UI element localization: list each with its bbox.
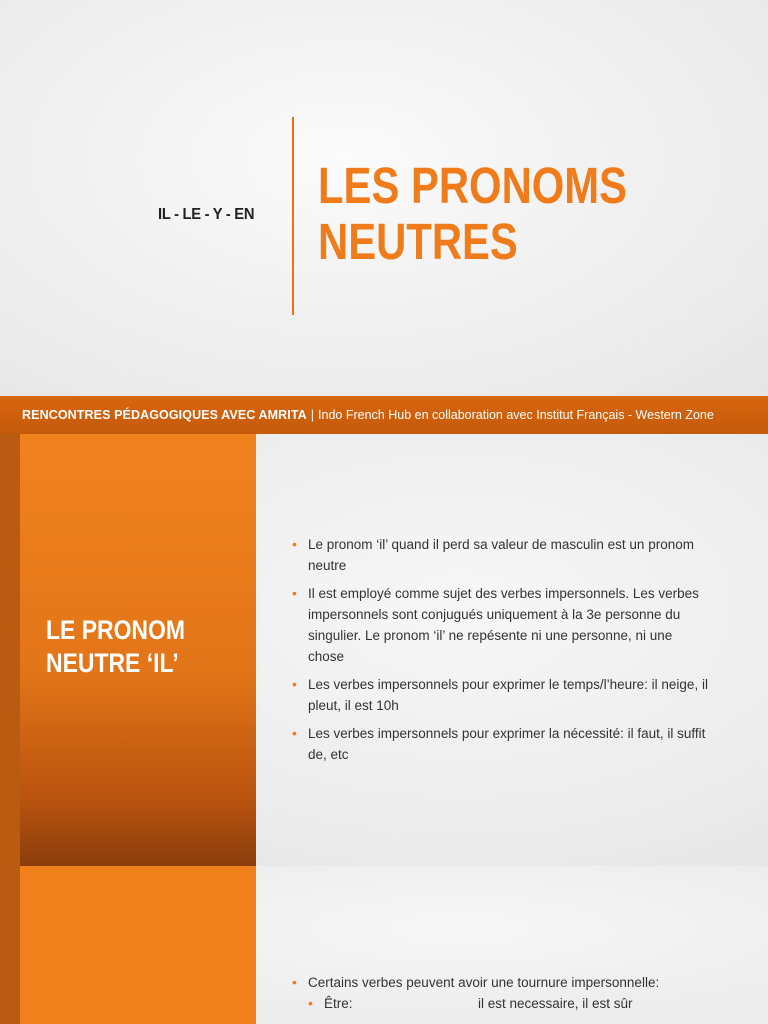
banner-bold-text: RENCONTRES PÉDAGOGIQUES AVEC AMRITA: [22, 408, 307, 422]
slide-title: [318, 158, 679, 270]
bullet-icon: •: [308, 995, 313, 1011]
sub-list-item: [292, 993, 752, 1014]
slide-title-line2: NEUTRES: [318, 213, 518, 270]
bullet-icon: •: [292, 585, 297, 601]
bullet-icon: •: [292, 974, 297, 990]
bullet-text: Il est employé comme sujet des verbes impersonnels. Les verbes impersonnels sont conjugués uniquement à la 3e personne du singulier. Le pronom ‘il’ ne repésente ni une personne, ni une chose: [308, 586, 699, 664]
panel-title: [46, 614, 185, 680]
left-accent-strip: [0, 434, 20, 866]
slide-subtitle: IL - LE - Y - EN: [158, 206, 255, 223]
bullet-text: Les verbes impersonnels pour exprimer le temps/l’heure: il neige, il pleut, il est 10h: [308, 677, 708, 713]
list-item: [292, 534, 712, 576]
left-accent-strip: [0, 866, 20, 1024]
content-slide-il: [0, 434, 768, 866]
bullet-icon: •: [292, 536, 297, 552]
sub-item-example: il est necessaire, il est sûr: [478, 996, 633, 1011]
bullet-text: Les verbes impersonnels pour exprimer la nécessité: il faut, il suffit de, etc: [308, 726, 706, 762]
footer-banner: [0, 396, 768, 434]
bullet-icon: •: [292, 725, 297, 741]
list-item: [292, 972, 752, 993]
title-slide: [0, 0, 768, 396]
bullet-list: [292, 534, 712, 772]
panel-title-line1: LE PRONOM: [46, 615, 185, 645]
panel-title-line2: NEUTRE ‘IL’: [46, 648, 179, 678]
banner-rest-text: Indo French Hub en collaboration avec Institut Français - Western Zone: [318, 408, 714, 422]
content-slide-partial: [0, 866, 768, 1024]
banner-separator: |: [310, 408, 315, 422]
orange-title-panel: [20, 866, 256, 1024]
list-item: [292, 674, 712, 716]
bullet-text: Certains verbes peuvent avoir une tournure impersonnelle:: [308, 975, 660, 990]
sub-item-label: Être:: [324, 996, 353, 1011]
slide-title-line1: LES PRONOMS: [318, 157, 628, 214]
bullet-icon: •: [292, 676, 297, 692]
vertical-divider: [292, 117, 294, 315]
list-item: [292, 583, 712, 667]
bullet-list: [292, 972, 752, 1014]
list-item: [292, 723, 712, 765]
bullet-text: Le pronom ‘il’ quand il perd sa valeur de masculin est un pronom neutre: [308, 537, 694, 573]
